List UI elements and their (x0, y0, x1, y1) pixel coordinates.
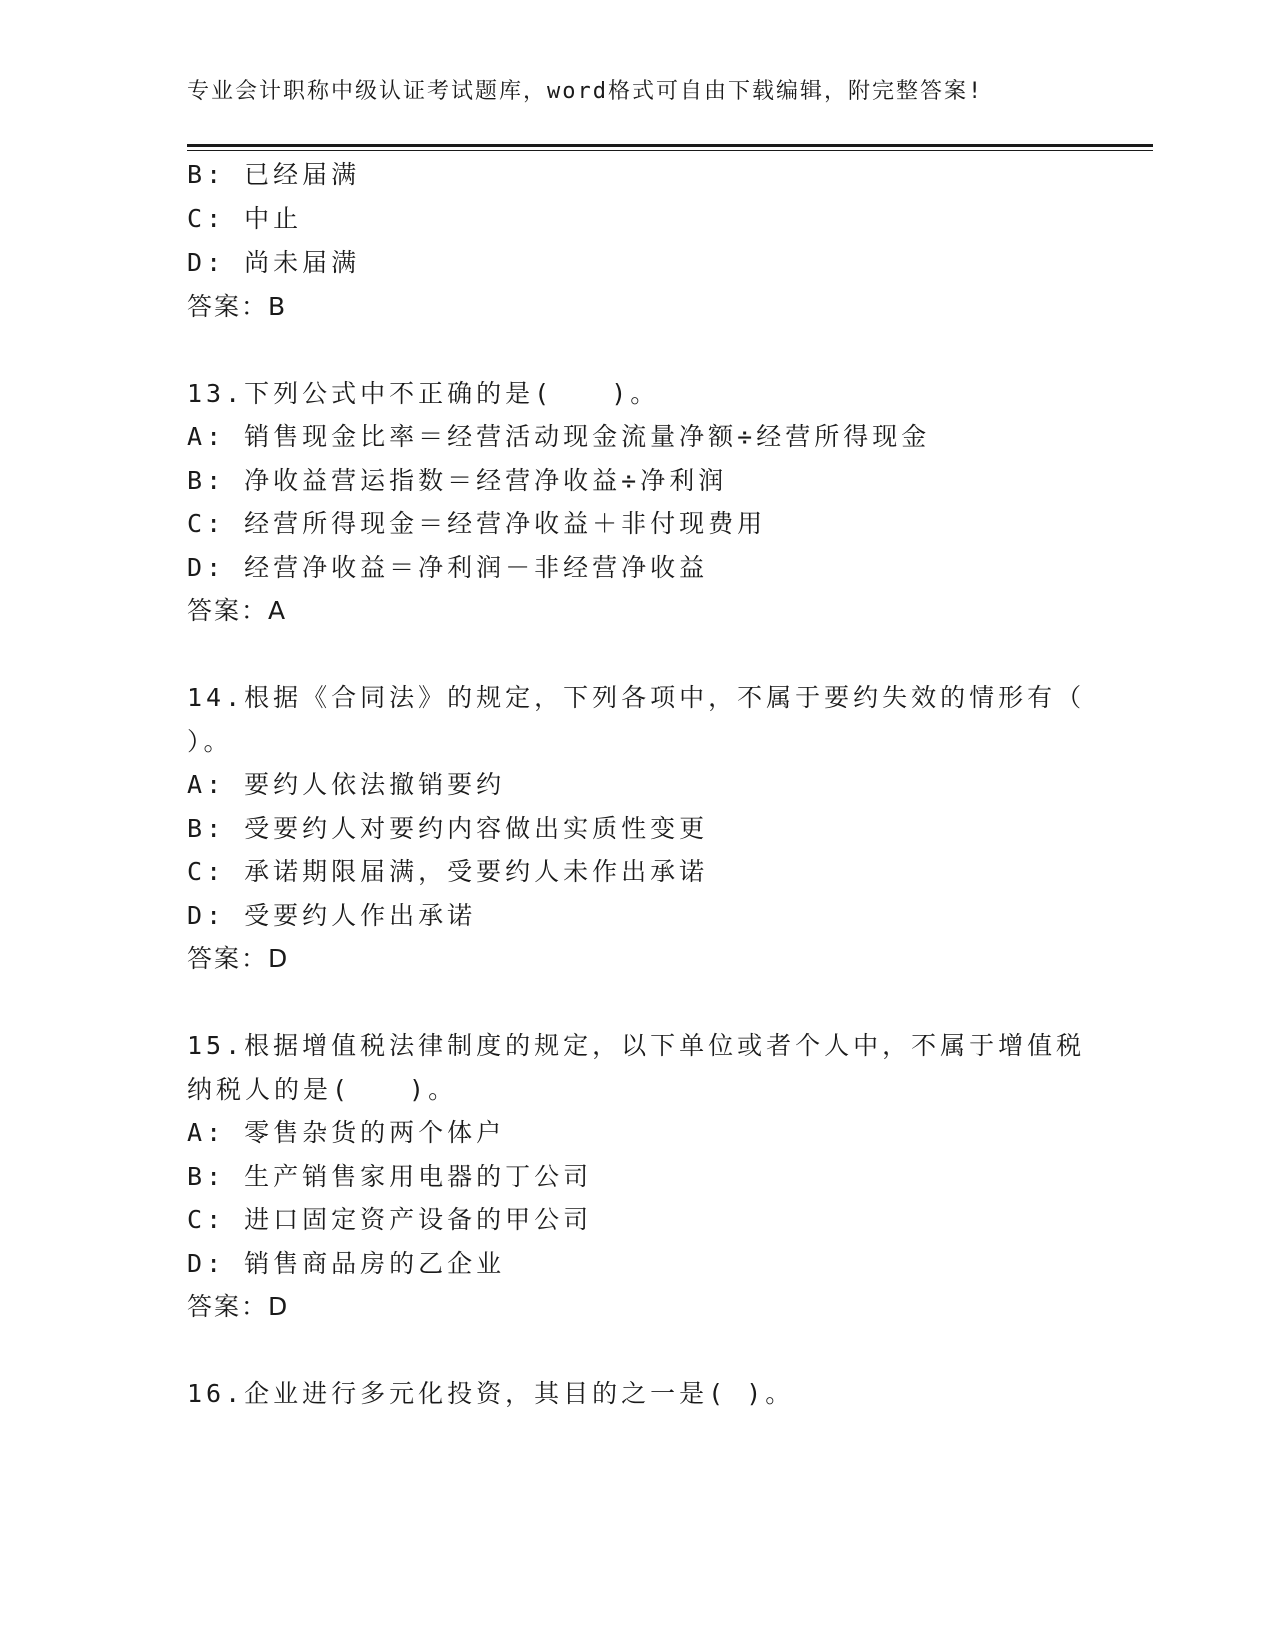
header-rule-thin (187, 150, 1153, 151)
q13-option-b: B: 净收益营运指数＝经营净收益÷净利润 (187, 466, 728, 495)
prev-option-d: D: 尚未届满 (187, 248, 361, 277)
q15-stem-line2: 纳税人的是( )。 (187, 1075, 458, 1104)
q13-answer: 答案：A (187, 596, 286, 625)
prev-option-b: B: 已经届满 (187, 160, 361, 189)
q15-option-d: D: 销售商品房的乙企业 (187, 1249, 506, 1278)
q15-answer: 答案：D (187, 1292, 288, 1321)
q14-option-b: B: 受要约人对要约内容做出实质性变更 (187, 814, 709, 843)
q14-stem-line2: ）。 (187, 727, 233, 756)
page-header: 专业会计职称中级认证考试题库，word格式可自由下载编辑，附完整答案! (187, 79, 984, 104)
prev-answer: 答案：B (187, 292, 286, 321)
q13-option-d: D: 经营净收益＝净利润－非经营净收益 (187, 553, 709, 582)
header-rule-thick (187, 144, 1153, 147)
q13-stem: 13.下列公式中不正确的是( )。 (187, 379, 660, 408)
q13-option-a: A: 销售现金比率＝经营活动现金流量净额÷经营所得现金 (187, 422, 931, 451)
q15-option-b: B: 生产销售家用电器的丁公司 (187, 1162, 593, 1191)
q16-stem: 16.企业进行多元化投资，其目的之一是( )。 (187, 1379, 795, 1408)
q14-option-c: C: 承诺期限届满，受要约人未作出承诺 (187, 857, 709, 886)
q15-option-a: A: 零售杂货的两个体户 (187, 1118, 506, 1147)
q15-option-c: C: 进口固定资产设备的甲公司 (187, 1205, 593, 1234)
q14-option-a: A: 要约人依法撤销要约 (187, 770, 506, 799)
q14-option-d: D: 受要约人作出承诺 (187, 901, 477, 930)
q15-stem-line1: 15.根据增值税法律制度的规定，以下单位或者个人中，不属于增值税 (187, 1031, 1086, 1060)
q14-stem-line1: 14.根据《合同法》的规定，下列各项中，不属于要约失效的情形有（ (187, 683, 1086, 712)
q14-answer: 答案：D (187, 944, 288, 973)
prev-option-c: C: 中止 (187, 204, 303, 233)
q13-option-c: C: 经营所得现金＝经营净收益＋非付现费用 (187, 509, 767, 538)
